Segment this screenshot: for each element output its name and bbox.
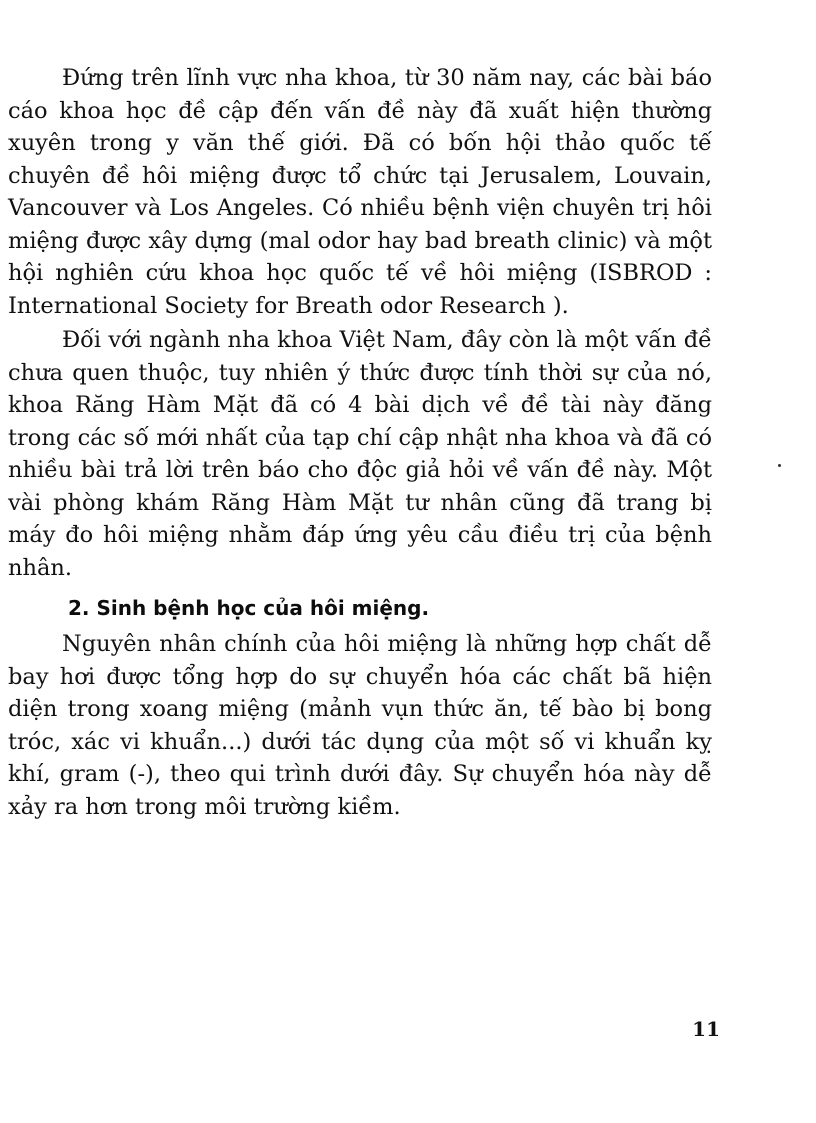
paragraph-dental-research: Đứng trên lĩnh vực nha khoa, từ 30 năm nay, các bài báo cáo khoa học đề cập đến vấn đề này đã xuất hiện thường xuyên trong y văn thế giới. Đã có bốn hội thảo quốc tế chuyên đề hôi miệng được tổ chức tại Jerusalem, Louvain, Vancouver và Los Angeles. Có nhiều bệnh viện chuyên trị hôi miệng được xây dựng (mal odor hay bad breath clinic) và một hội nghiên cứu khoa học quốc tế về hôi miệng (ISBROD : International Society for Breath odor Research ). — [8, 65, 712, 319]
paragraph-vietnam-dentistry: Đối với ngành nha khoa Việt Nam, đây còn là một vấn đề chưa quen thuộc, tuy nhiên ý thức được tính thời sự của nó, khoa Răng Hàm Mặt đã có 4 bài dịch về đề tài này đăng trong các số mới nhất của tạp chí cập nhật nha khoa và đã có nhiều bài trả lời trên báo cho độc giả hỏi về vấn đề này. Một vài phòng khám Răng Hàm Mặt tư nhân cũng đã trang bị máy đo hôi miệng nhằm đáp ứng yêu cầu điều trị của bệnh nhân. — [8, 327, 712, 581]
paragraph-pathogenesis: Nguyên nhân chính của hôi miệng là những hợp chất dễ bay hơi được tổng hợp do sự chuyển hóa các chất bã hiện diện trong xoang miệng (mảnh vụn thức ăn, tế bào bị bong tróc, xác vi khuẩn...) dưới tác dụng của một số vi khuẩn kỵ khí, gram (-), theo qui trình dưới đây. Sự chuyển hóa này dễ xảy ra hơn trong môi trường kiềm. — [8, 631, 712, 820]
section-heading: 2. Sinh bệnh học của hôi miệng. — [68, 596, 430, 620]
page-body — [8, 62, 712, 823]
page-number: 11 — [692, 1017, 720, 1041]
scan-speck — [778, 464, 781, 467]
